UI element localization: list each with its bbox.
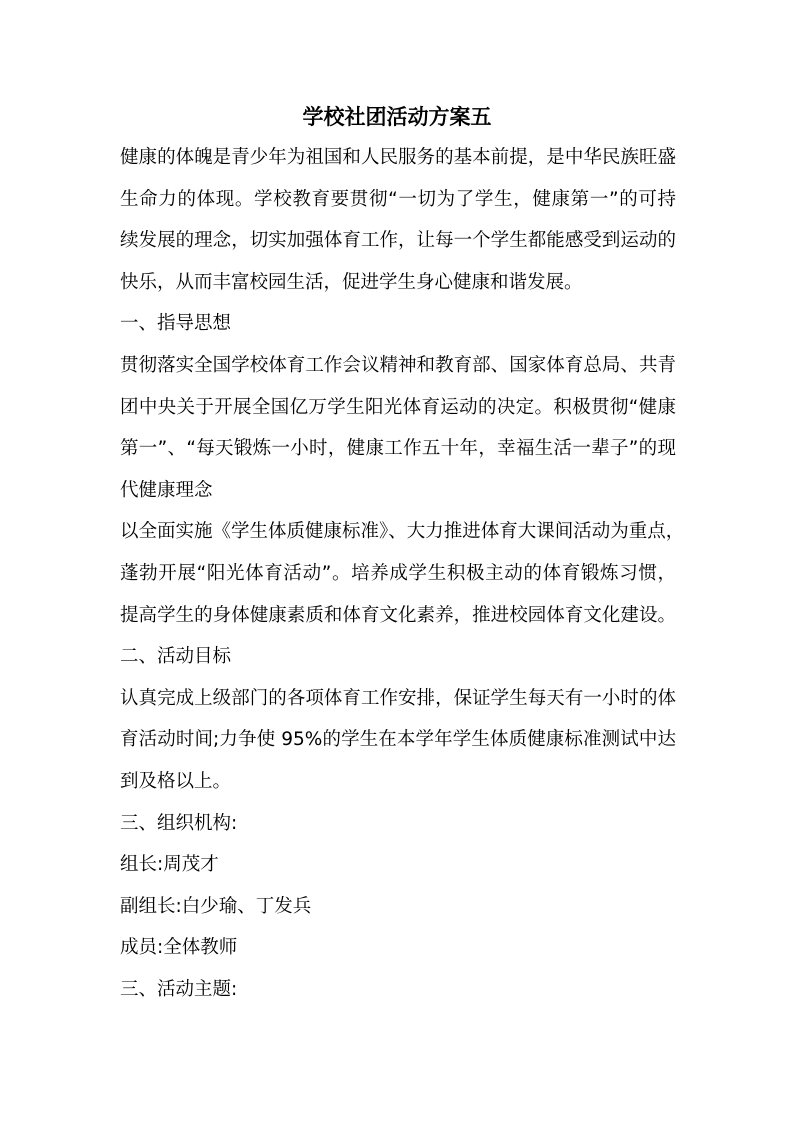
paragraph-line-guiding-4: 代健康理念 bbox=[120, 479, 213, 501]
organization-members: 成员:全体教师 bbox=[120, 937, 238, 959]
paragraph-line-focus-1: 以全面实施《学生体质健康标准》、大力推进体育大课间活动为重点， bbox=[120, 521, 685, 543]
section-heading-guiding-ideology: 一、指导思想 bbox=[120, 313, 232, 335]
paragraph-line-intro-1: 健康的体魄是青少年为祖国和人民服务的基本前提，是中华民族旺盛 bbox=[120, 147, 676, 168]
paragraph-line-guiding-2: 团中央关于开展全国亿万学生阳光体育运动的决定。积极贯彻“健康 bbox=[120, 396, 676, 418]
paragraph-line-goals-3: 到及格以上。 bbox=[120, 770, 232, 792]
paragraph-line-intro-4: 快乐，从而丰富校园生活，促进学生身心健康和谐发展。 bbox=[120, 271, 583, 293]
paragraph-line-focus-2: 蓬勃开展“阳光体育活动”。培养成学生积极主动的体育锻炼习惯， bbox=[120, 562, 676, 584]
section-heading-activity-goals: 二、活动目标 bbox=[120, 646, 232, 668]
document-title: 学校社团活动方案五 bbox=[302, 104, 492, 129]
section-heading-activity-theme: 三、活动主题: bbox=[120, 978, 238, 1000]
document-body bbox=[120, 145, 685, 1018]
organization-deputy-leaders: 副组长:白少瑜、丁发兵 bbox=[120, 895, 312, 917]
paragraph-line-guiding-1: 贯彻落实全国学校体育工作会议精神和教育部、国家体育总局、共青 bbox=[120, 354, 676, 376]
section-heading-organization: 三、组织机构: bbox=[120, 812, 238, 834]
paragraph-line-intro-2: 生命力的体现。学校教育要贯彻“一切为了学生，健康第一”的可持 bbox=[120, 188, 676, 210]
organization-leader: 组长:周茂才 bbox=[120, 854, 219, 876]
paragraph-line-goals-1: 认真完成上级部门的各项体育工作安排，保证学生每天有一小时的体 bbox=[120, 687, 676, 709]
paragraph-line-intro-3: 续发展的理念，切实加强体育工作，让每一个学生都能感受到运动的 bbox=[120, 230, 676, 252]
paragraph-line-goals-2: 育活动时间;力争使 95%的学生在本学年学生体质健康标准测试中达 bbox=[120, 729, 676, 751]
paragraph-line-guiding-3: 第一”、“每天锻炼一小时，健康工作五十年，幸福生活一辈子”的现 bbox=[120, 438, 676, 460]
paragraph-line-focus-3: 提高学生的身体健康素质和体育文化素养，推进校园体育文化建设。 bbox=[120, 604, 676, 626]
